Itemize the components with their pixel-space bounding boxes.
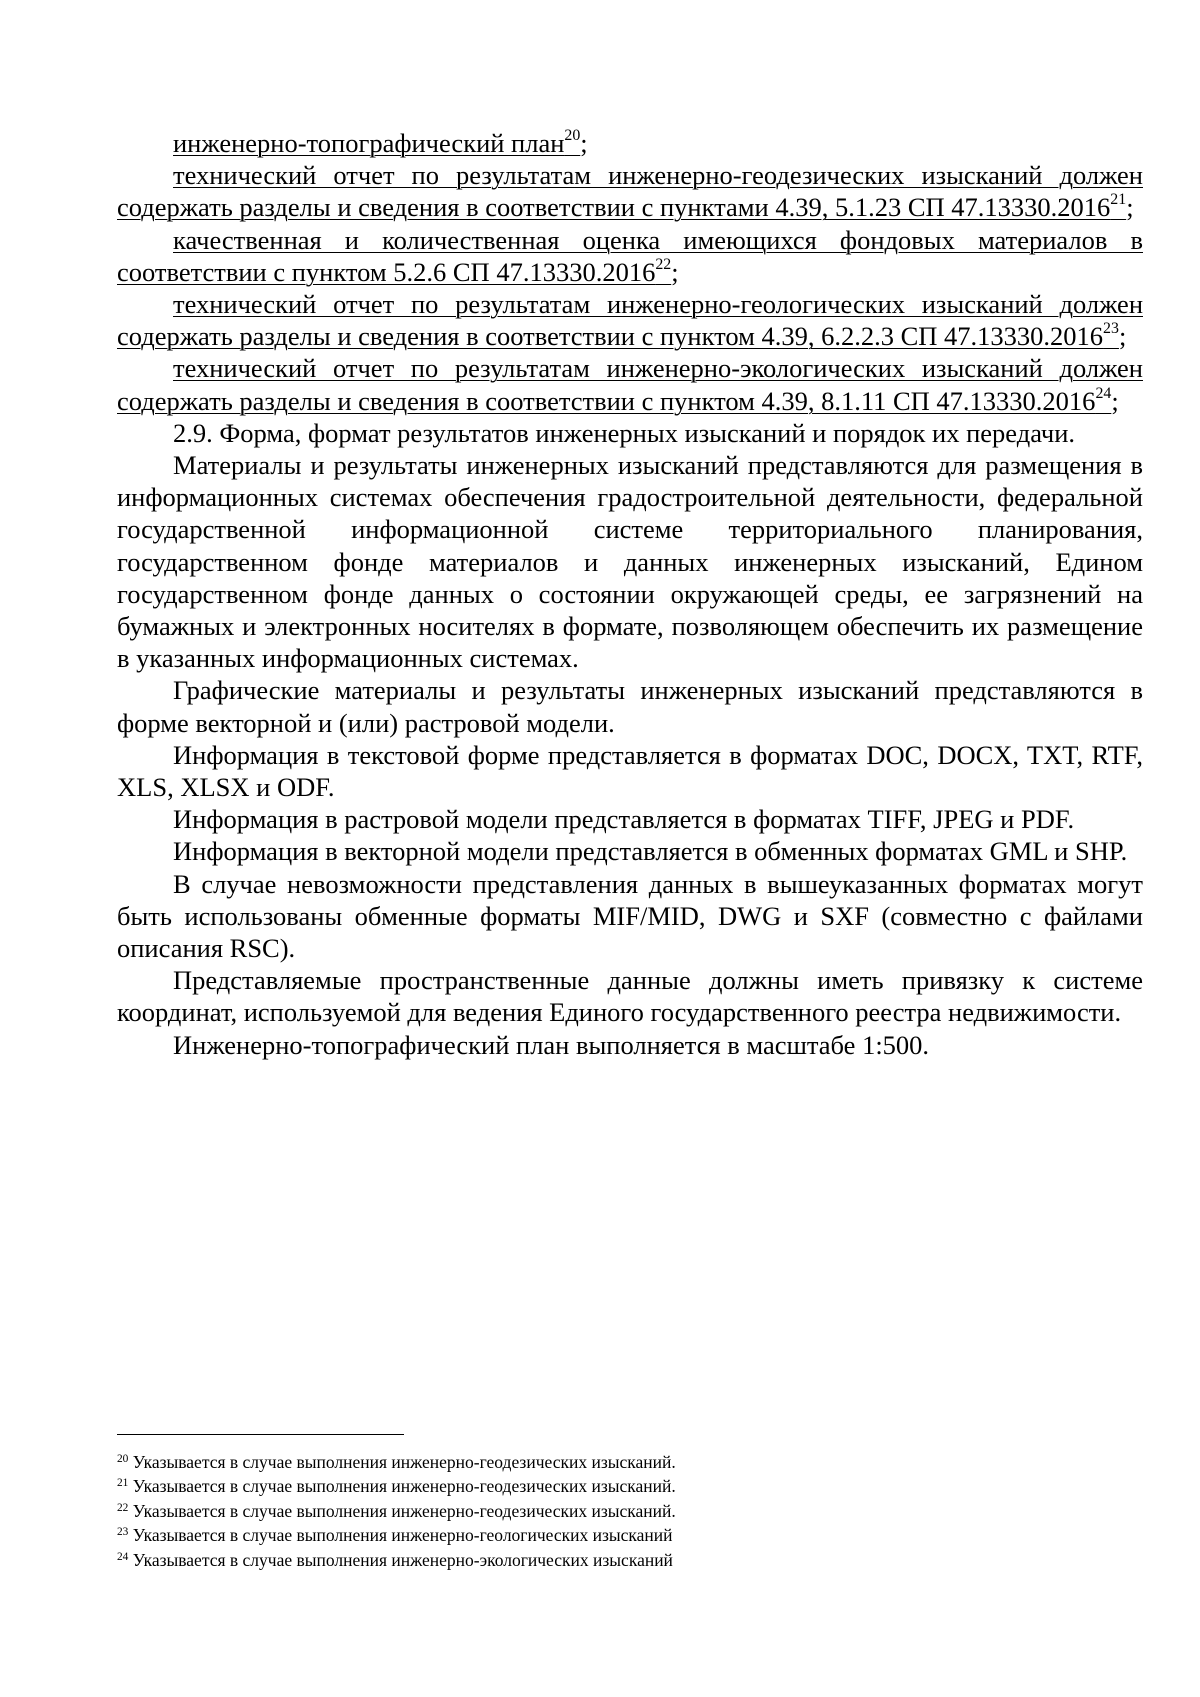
item-terminator: ; [1118, 321, 1127, 352]
section-heading: 2.9. Форма, формат результатов инженерных изысканий и порядок их передачи. [173, 417, 1076, 448]
footnote [117, 1450, 1143, 1474]
footnote-text: Указывается в случае выполнения инженерно-экологических изысканий [132, 1549, 673, 1570]
paragraph: Информация в растровой модели представляется в форматах TIFF, JPEG и PDF. [173, 804, 1075, 835]
list-item [117, 224, 1143, 288]
paragraph: Информация в текстовой форме представляется в форматах DOC, DOCX, TXT, RTF, XLS, XLSX и ODF. [117, 739, 1143, 803]
footnote [117, 1523, 1143, 1547]
item-text: качественная и количественная оценка имеющихся фондовых материалов в соответствии с пунктом 5.2.6 СП 47.13330.2016 [117, 224, 1143, 287]
item-terminator: ; [580, 128, 588, 158]
paragraph: Представляемые пространственные данные должны иметь привязку к системе координат, используемой для ведения Единого государственного реестра недвижимости. [117, 965, 1143, 1028]
paragraph: Графические материалы и результаты инженерных изысканий представляются в форме векторной и (или) растровой модели. [117, 675, 1143, 738]
item-text: технический отчет по результатам инженерно-экологических изысканий должен содержать разделы и сведения в соответствии с пунктом 4.39, 8.1.11 СП 47.13330.2016 [117, 353, 1143, 416]
footnote-ref[interactable]: 23 [1103, 320, 1119, 338]
list-item [117, 288, 1143, 352]
paragraph: В случае невозможности представления данных в вышеуказанных форматах могут быть использованы обменные форматы MIF/MID, DWG и SXF (совместно с файлами описания RSC). [117, 868, 1143, 964]
footnote-ref[interactable]: 24 [1095, 384, 1112, 402]
footnote [117, 1474, 1143, 1498]
item-text: технический отчет по результатам инженерно-геодезических изысканий должен содержать разделы и сведения в соответствии с пунктами 4.39, 5.1.23 СП 47.13330.2016 [117, 160, 1143, 223]
footnote-separator [117, 1434, 404, 1435]
footnote-ref[interactable]: 22 [655, 255, 672, 273]
footnote-number: 23 [117, 1525, 129, 1538]
item-terminator: ; [1126, 192, 1134, 223]
paragraph: Информация в векторной модели представляется в обменных форматах GML и SHP. [173, 836, 1128, 867]
footnote-text: Указывается в случае выполнения инженерно-геодезических изысканий. [132, 1452, 676, 1472]
footnote-number: 22 [117, 1501, 129, 1514]
list-item [117, 159, 1143, 223]
list-item [117, 352, 1143, 416]
footnote-ref[interactable]: 21 [1110, 191, 1127, 209]
footnote [117, 1499, 1143, 1523]
footnote-number: 24 [117, 1550, 129, 1563]
footnote [117, 1548, 1143, 1572]
item-text: инженерно-топографический план [173, 128, 565, 158]
item-text: технический отчет по результатам инженерно-геологических изысканий должен содержать разделы и сведения в соответствии с пунктом 4.39, 6.2.2.3 СП 47.13330.2016 [117, 289, 1143, 352]
item-terminator: ; [671, 256, 679, 287]
document-body [117, 127, 1143, 1061]
footnote-text: Указывается в случае выполнения инженерно-геодезических изысканий. [132, 1500, 676, 1521]
footnote-ref[interactable]: 20 [564, 127, 581, 145]
paragraph: Инженерно-топографический план выполняется в масштабе 1:500. [173, 1029, 930, 1060]
footnote-text: Указывается в случае выполнения инженерно-геодезических изысканий. [132, 1476, 676, 1497]
footnotes [117, 1450, 1143, 1572]
footnote-text: Указывается в случае выполнения инженерно-геологических изысканий [132, 1525, 673, 1546]
paragraph: Материалы и результаты инженерных изысканий представляются для размещения в информационных системах обеспечения градостроительной деятельности, федеральной государственной информационной системе территориального планирования, государственном фонде материалов и данных инженерных изысканий, Едином государственном фонде данных о состоянии окружающей среды, ее загрязнений на бумажных и электронных носителях в формате, позволяющем обеспечить их размещение в указанных информационных системах. [117, 450, 1143, 674]
footnote-number: 20 [117, 1452, 129, 1465]
list-item [117, 127, 1143, 159]
item-terminator: ; [1111, 385, 1119, 416]
footnote-number: 21 [117, 1477, 129, 1490]
